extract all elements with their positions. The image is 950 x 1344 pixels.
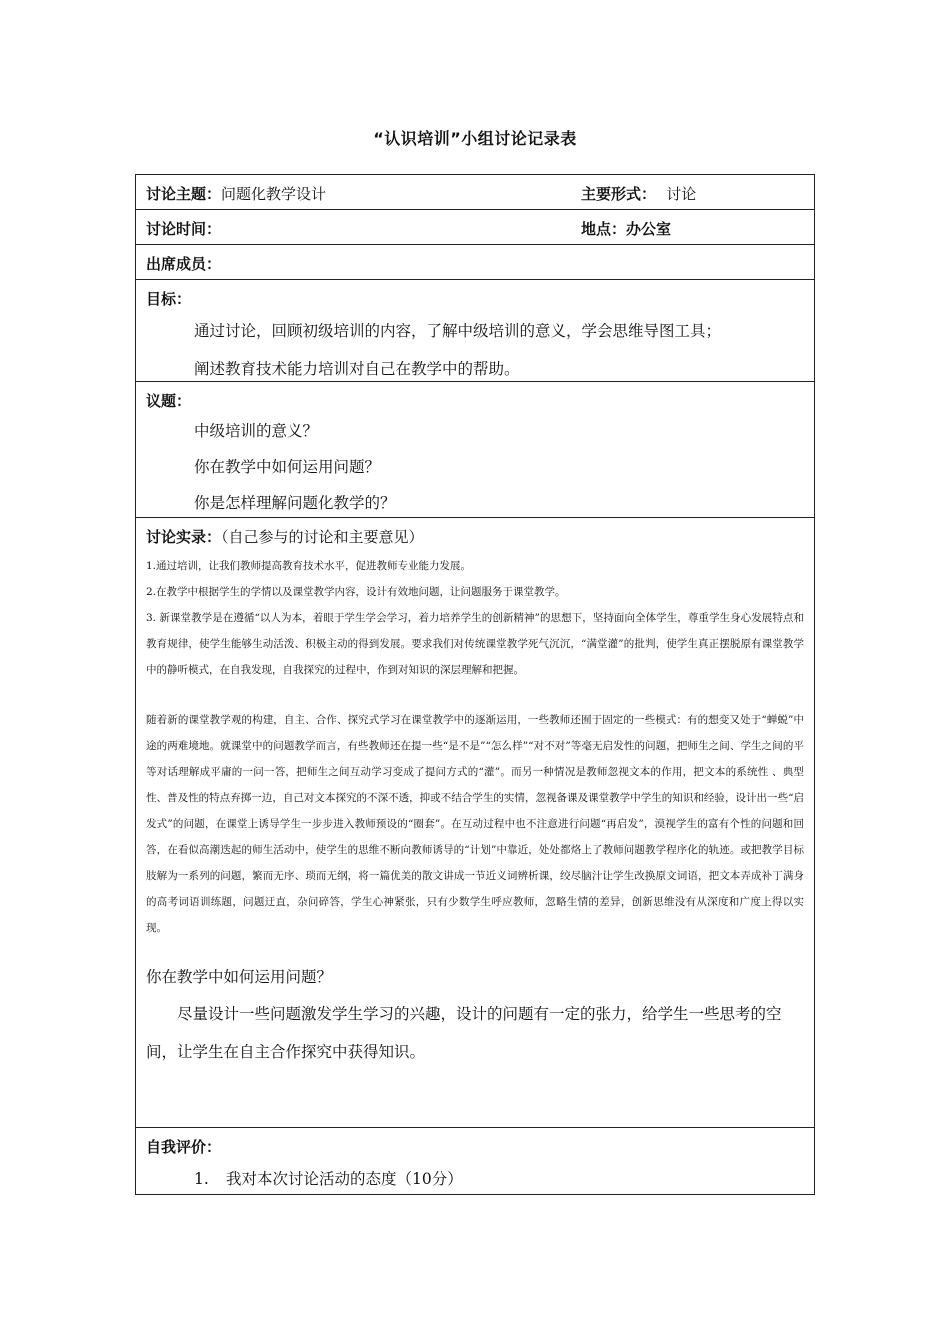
record-label-note: （自己参与的讨论和主要意见） <box>221 528 424 546</box>
record-point: 2.在教学中根据学生的学情以及课堂教学内容，设计有效地问题，让问题服务于课堂教学。 <box>146 586 566 598</box>
topic-item: 你在教学中如何运用问题？ <box>194 458 381 476</box>
row-self-eval <box>136 1128 814 1194</box>
record-answer: 尽量设计一些问题激发学生学习的兴趣，设计的问题有一定的张力，给学生一些思考的空间，让学生在自主合作探究中获得知识。 <box>146 1005 782 1061</box>
form-label: 主要形式： <box>581 185 657 203</box>
place-label: 地点：办公室 <box>581 220 672 238</box>
form-value: 讨论 <box>666 185 697 203</box>
record-point: 1.通过培训，让我们教师提高教育技术水平，促进教师专业能力发展。 <box>146 560 472 572</box>
row-topics <box>136 382 814 518</box>
self-eval-item-num: 1. <box>194 1170 209 1188</box>
record-heading <box>136 518 814 547</box>
record-question: 你在教学中如何运用问题？ <box>146 968 333 986</box>
record-paragraph-text: 随着新的课堂教学观的构建，自主、合作、探究式学习在课堂教学中的逐渐运用，一些教师还囿于固定的一些模式：有的想变又处于“蝉蜕”中途的两难境地。就课堂中的问题教学而言，有些教师还在提一些“是不是”“怎么样”“对不对”等毫无启发性的问题，把师生之间、学生之间的平等对话理解成平庸的一问一答，把师生之间互动学习变成了提问方式的“灌”。而另一种情况是教师忽视文本的作用，把文本的系统性 、典型性、普及性的特点弃掷一边，自己对文本探究的不深不透，抑或不结合学生的实情，忽视备课及课堂教学中学生的知识和经验，设计出一些“启发式”的问题，在课堂上诱导学生一步步进入教师预设的“圈套”。在互动过程中也不注意进行问题“再启发”，漠视学生的富有个性的问题和回答，在看似高潮迭起的师生活动中，使学生的思维不断向教师诱导的“计划”中靠近，处处都烙上了教师问题教学程序化的轨迹。或把教学目标肢解为一系列的问题，繁而无序、琐而无纲，将一篇优美的散文讲成一节近义词辨析课，绞尽脑汁让学生改换原文词语，把文本弄成补丁满身的高考词语训练题，问题迂直，杂问碎答，学生心神紧张，只有少数学生呼应教师，忽略生情的差异，创新思维没有从深度和广度上得以实现。 <box>146 714 804 934</box>
record-paragraph <box>136 707 814 941</box>
topic-item: 你是怎样理解问题化教学的？ <box>194 494 396 512</box>
goal-line: 阐述教育技术能力培训对自己在教学中的帮助。 <box>194 360 520 378</box>
time-label: 讨论时间： <box>146 220 222 238</box>
row-topic-form <box>136 175 814 210</box>
row-members <box>136 245 814 280</box>
record-points <box>136 553 814 683</box>
record-table <box>135 174 815 1195</box>
topic-label: 讨论主题： <box>146 185 222 203</box>
topic-value: 问题化教学设计 <box>221 185 327 203</box>
topic-cell <box>146 183 326 204</box>
self-eval-item <box>136 1167 814 1189</box>
record-point: 3. 新课堂教学是在遵循“以人为本，着眼于学生学会学习，着力培养学生的创新精神”的思想下，坚持面向全体学生，尊重学生身心发展特点和教育规律，使学生能够生动活泼、积极主动的得到发展。要求我们对传统课堂教学死气沉沉，“满堂灌”的批判，使学生真正摆脱原有课堂教学中的静听模式，在自我发现，自我探究的过程中，作到对知识的深层理解和把握。 <box>146 612 804 676</box>
topics-label: 议题： <box>146 392 192 410</box>
goal-line: 通过讨论，回顾初级培训的内容，了解中级培训的意义，学会思维导图工具； <box>194 322 722 340</box>
self-eval-item-text: 我对本次讨论活动的态度（10分） <box>226 1170 463 1188</box>
topic-item: 中级培训的意义？ <box>194 422 319 440</box>
record-label: 讨论实录： <box>146 528 222 546</box>
self-eval-label: 自我评价： <box>146 1138 222 1156</box>
goal-label: 目标： <box>146 290 192 308</box>
page-title: “认识培训”小组讨论记录表 <box>373 129 577 148</box>
row-time-place <box>136 210 814 245</box>
row-goal <box>136 280 814 382</box>
members-label: 出席成员： <box>146 255 222 273</box>
form-cell <box>581 183 696 204</box>
row-record <box>136 518 814 1128</box>
